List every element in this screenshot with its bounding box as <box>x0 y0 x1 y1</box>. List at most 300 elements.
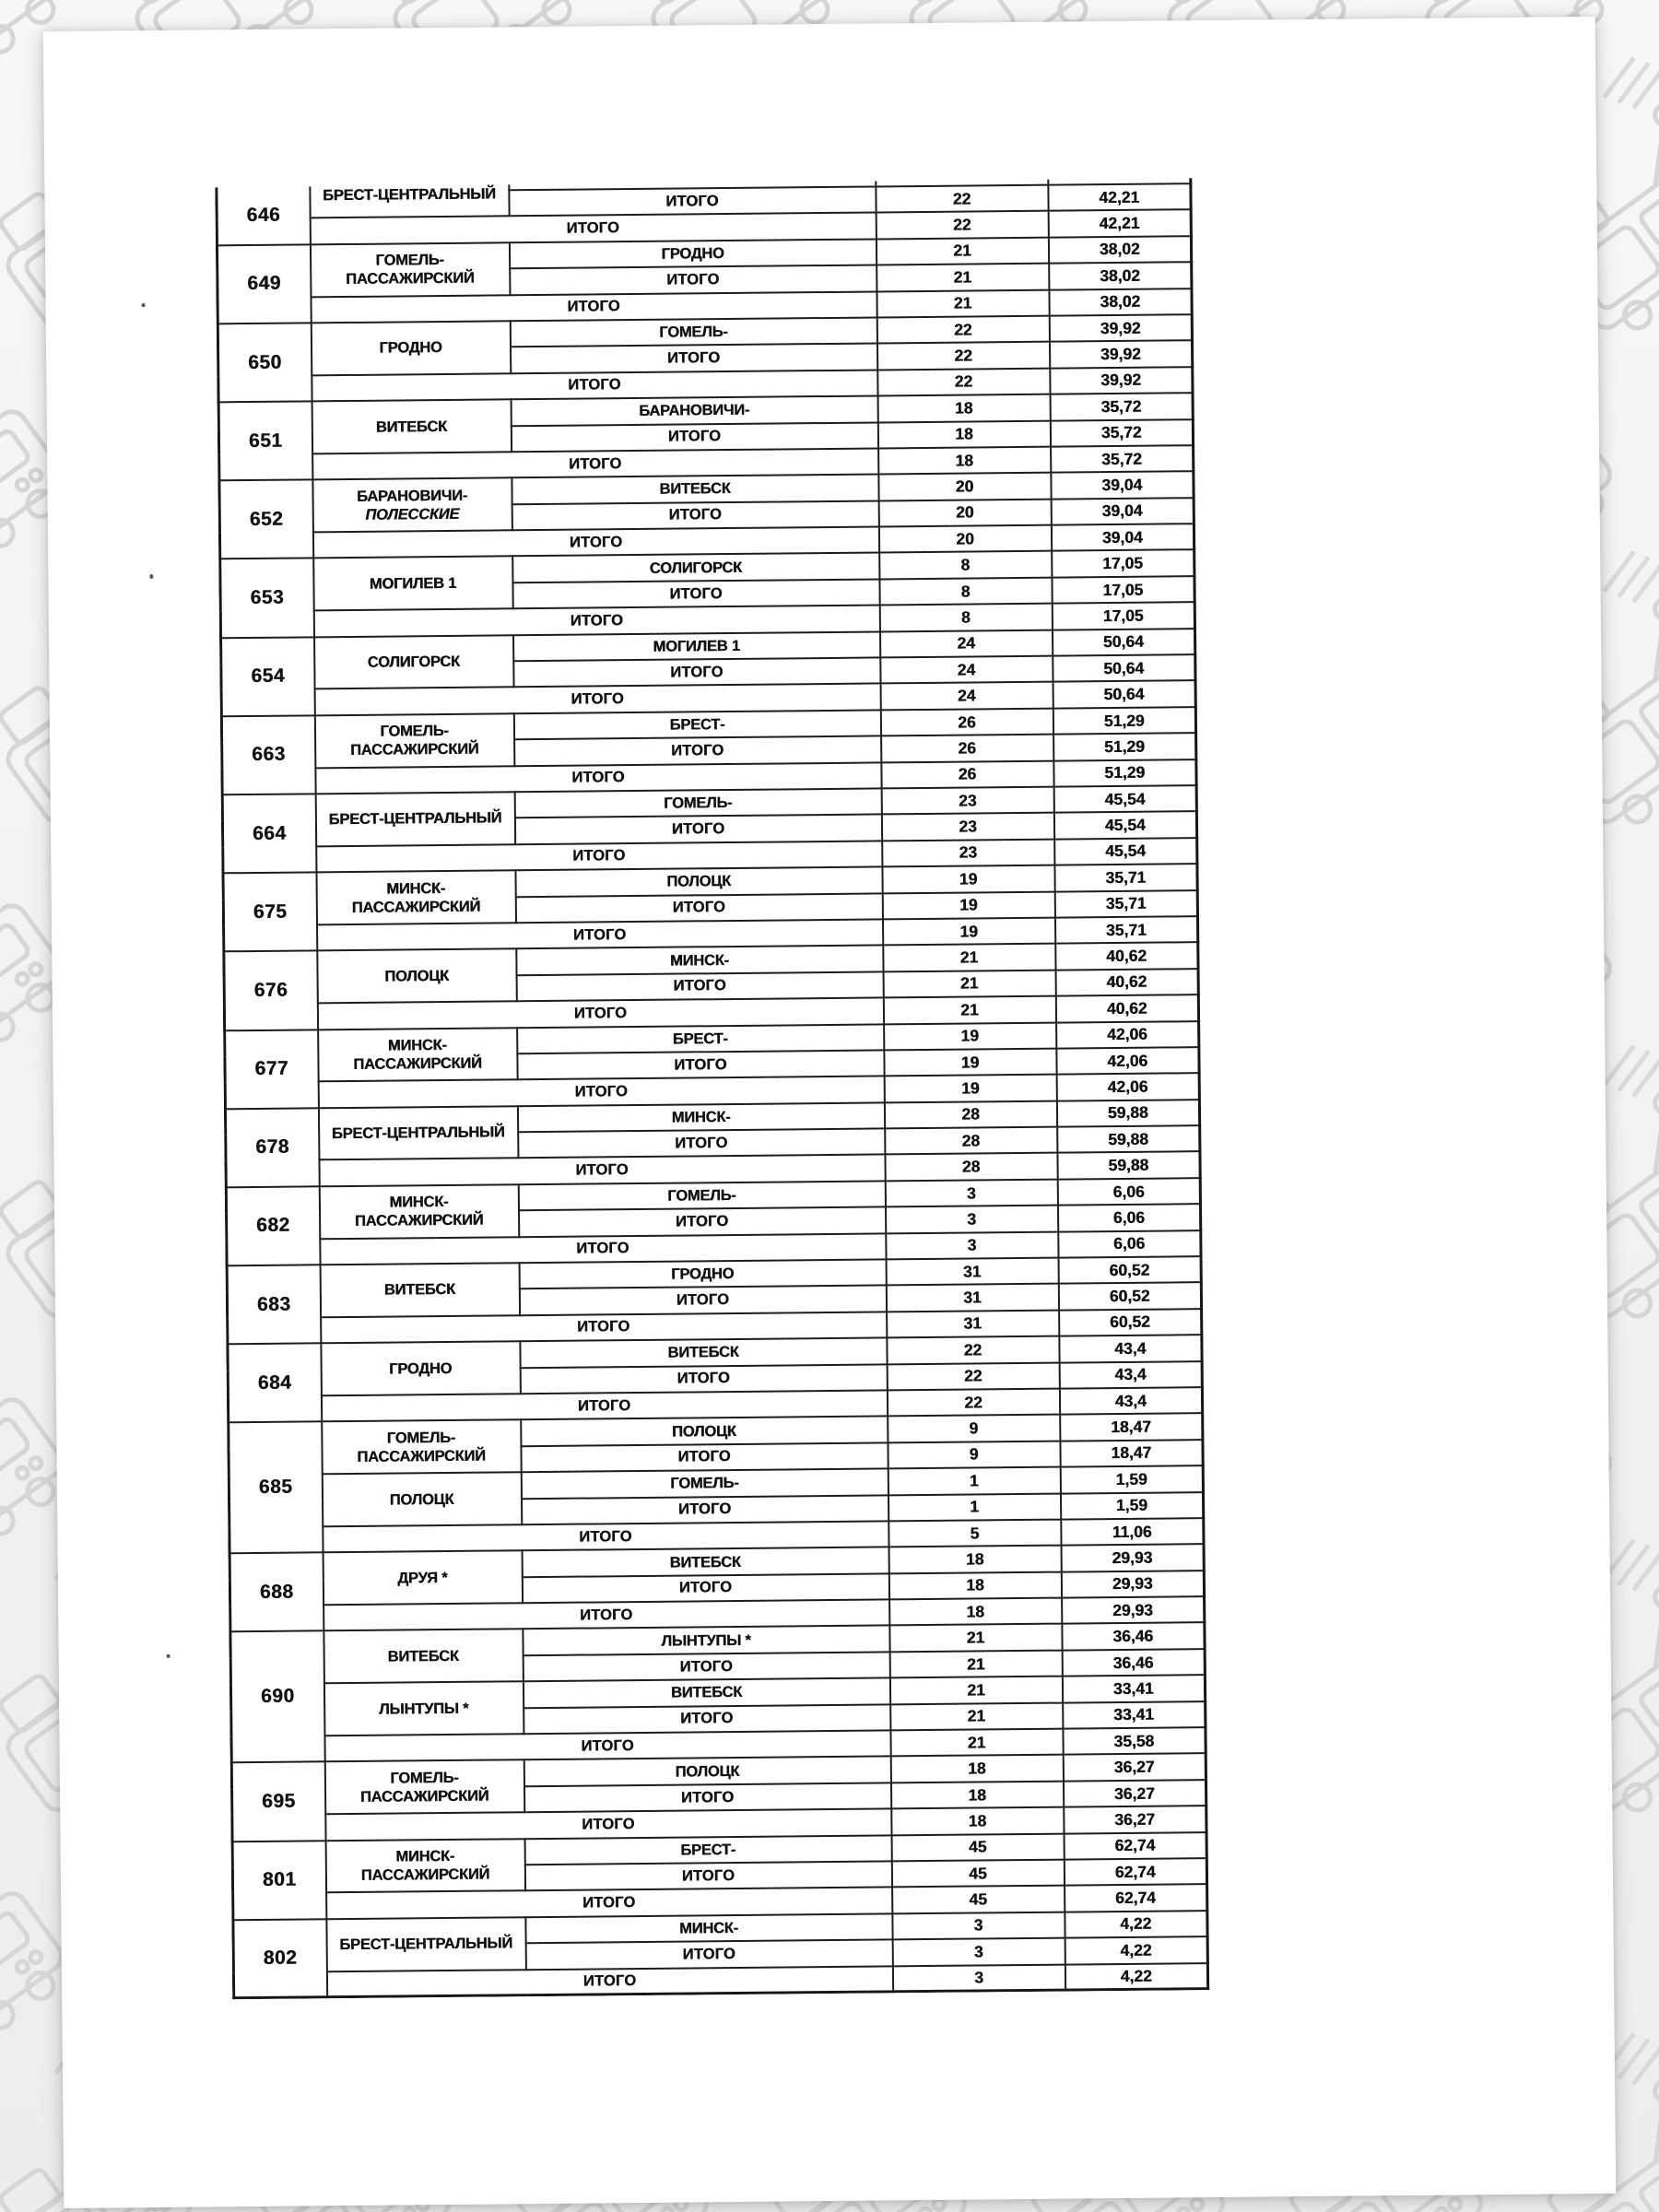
origin-station-cell <box>318 1028 518 1082</box>
origin-station-cell <box>311 321 511 375</box>
subtotal-count-cell: 18 <box>877 420 1050 448</box>
origin-station-line: ДРУЯ * <box>397 1569 448 1587</box>
origin-station-cell <box>313 557 513 611</box>
train-number-cell: 654 <box>221 637 315 716</box>
train-block-663 <box>221 707 1196 794</box>
train-block-688 <box>229 1544 1205 1631</box>
origin-station-cell <box>316 870 516 924</box>
value-cell: 50,64 <box>1052 629 1194 656</box>
scan-speck <box>149 574 153 579</box>
count-cell: 23 <box>881 787 1053 815</box>
train-block-677 <box>225 1021 1200 1109</box>
train-block-664 <box>222 785 1197 873</box>
train-block-678 <box>225 1100 1200 1187</box>
total-count-cell: 19 <box>884 1075 1056 1102</box>
origin-station-cell <box>322 1420 522 1475</box>
subtotal-count-cell: 9 <box>888 1441 1060 1468</box>
train-number-cell: 675 <box>223 872 317 951</box>
subtotal-label-cell: ИТОГО <box>524 1704 890 1734</box>
destination-station-cell: ВИТЕБСК <box>520 1338 887 1368</box>
destination-station-cell: ВИТЕБСК <box>523 1678 889 1708</box>
subtotal-count-cell: 22 <box>876 185 1048 213</box>
destination-station-cell: ПОЛОЦК <box>524 1757 890 1786</box>
value-cell: 39,04 <box>1051 471 1194 499</box>
origin-station-line: ГОМЕЛЬ- <box>390 1769 459 1787</box>
destination-station-cell: СОЛИГОРСК <box>512 553 879 582</box>
total-value-cell: 35,71 <box>1054 916 1197 944</box>
scan-speck <box>142 303 146 307</box>
destination-station-cell: ЛЫНТУПЫ * <box>523 1626 889 1655</box>
subtotal-label-cell: ИТОГО <box>516 971 883 1001</box>
origin-station-line: ПОЛЕССКИЕ <box>365 505 460 524</box>
subtotal-value-cell: 51,29 <box>1053 733 1196 760</box>
train-number-cell: 682 <box>226 1186 320 1265</box>
subtotal-value-cell: 42,06 <box>1056 1047 1199 1075</box>
value-cell: 60,52 <box>1058 1256 1201 1284</box>
origin-station-cell <box>321 1341 521 1395</box>
subtotal-label-cell: ИТОГО <box>522 1573 888 1603</box>
subtotal-label-cell: ИТОГО <box>511 422 877 452</box>
count-cell: 22 <box>887 1336 1059 1364</box>
total-label-cell: ИТОГО <box>313 606 879 637</box>
origin-station-cell <box>312 478 512 533</box>
total-count-cell: 26 <box>881 760 1053 788</box>
count-cell: 45 <box>891 1833 1064 1861</box>
destination-station-cell: МИНСК- <box>516 946 883 975</box>
total-value-cell: 38,02 <box>1049 288 1192 316</box>
destination-station-cell: ПОЛОЦК <box>521 1417 888 1446</box>
count-cell: 19 <box>882 865 1054 893</box>
subtotal-value-cell: 39,92 <box>1049 341 1192 369</box>
destination-station-cell: ГРОДНО <box>509 239 876 268</box>
total-label-cell: ИТОГО <box>324 1599 889 1630</box>
total-value-cell: 11,06 <box>1061 1518 1204 1546</box>
total-count-cell: 45 <box>892 1886 1065 1913</box>
total-label-cell: ИТОГО <box>317 919 883 950</box>
train-block-685 <box>229 1413 1204 1553</box>
train-number-cell: 801 <box>232 1841 326 1920</box>
schedule-table <box>215 178 1209 2000</box>
destination-station-cell: ГОМЕЛЬ- <box>518 1181 885 1210</box>
train-number-cell: 649 <box>217 244 311 324</box>
origin-station-line: БРЕСТ-ЦЕНТРАЛЬНЫЙ <box>339 1935 513 1954</box>
total-value-cell: 6,06 <box>1058 1230 1201 1258</box>
total-value-cell: 4,22 <box>1065 1963 1207 1991</box>
train-number-cell: 683 <box>227 1265 321 1344</box>
subtotal-value-cell: 39,04 <box>1051 498 1194 525</box>
origin-station-line: ПАССАЖИРСКИЙ <box>346 269 475 288</box>
value-cell: 29,93 <box>1061 1544 1204 1571</box>
count-cell: 24 <box>879 629 1052 657</box>
origin-station-line: МИНСК- <box>386 879 446 898</box>
count-cell: 18 <box>888 1546 1061 1573</box>
value-cell: 4,22 <box>1065 1911 1207 1938</box>
origin-station-cell <box>310 184 509 218</box>
origin-station-line: БАРАНОВИЧИ- <box>357 487 468 505</box>
origin-station-cell <box>326 1917 526 1971</box>
origin-station-cell <box>315 792 515 846</box>
subtotal-label-cell: ИТОГО <box>522 1495 888 1524</box>
origin-station-cell <box>310 242 510 297</box>
total-value-cell: 40,62 <box>1055 994 1198 1022</box>
value-cell: 1,59 <box>1060 1465 1203 1493</box>
value-cell: 59,88 <box>1056 1100 1199 1127</box>
subtotal-count-cell: 20 <box>878 499 1051 526</box>
value-cell: 39,92 <box>1049 314 1192 342</box>
origin-station-line: ПАССАЖИРСКИЙ <box>359 1787 489 1806</box>
total-count-cell: 28 <box>885 1153 1057 1181</box>
subtotal-value-cell: 50,64 <box>1053 654 1195 682</box>
origin-station-line: ПОЛОЦК <box>384 967 449 985</box>
total-count-cell: 18 <box>878 447 1051 475</box>
subtotal-label-cell: ИТОГО <box>513 657 880 687</box>
train-number-cell: 676 <box>224 951 318 1030</box>
origin-station-cell <box>322 1472 522 1526</box>
hatch-marks-icon <box>1599 54 1659 112</box>
destination-station-cell: МИНСК- <box>517 1102 884 1132</box>
total-value-cell: 50,64 <box>1053 681 1195 709</box>
destination-station-cell: МОГИЛЕВ 1 <box>513 631 880 661</box>
subtotal-count-cell: 21 <box>890 1702 1063 1730</box>
subtotal-count-cell: 18 <box>890 1781 1063 1808</box>
subtotal-count-cell: 3 <box>892 1938 1065 1966</box>
destination-station-cell: МИНСК- <box>525 1913 892 1943</box>
train-block-650 <box>218 314 1193 402</box>
subtotal-count-cell: 22 <box>877 342 1049 370</box>
subtotal-label-cell: ИТОГО <box>512 500 878 530</box>
count-cell: 20 <box>878 473 1051 500</box>
destination-station-cell: ГОМЕЛЬ- <box>510 317 877 347</box>
origin-station-line: ГОМЕЛЬ- <box>386 1429 456 1447</box>
origin-station-line: МИНСК- <box>389 1194 449 1211</box>
value-cell: 33,41 <box>1062 1675 1205 1702</box>
value-cell: 42,06 <box>1056 1021 1199 1049</box>
train-number-cell: 651 <box>218 401 312 480</box>
subtotal-count-cell: 26 <box>881 735 1053 762</box>
subtotal-value-cell: 4,22 <box>1065 1936 1207 1964</box>
train-number-cell: 685 <box>229 1422 323 1554</box>
scanned-page <box>43 17 1617 2208</box>
subtotal-label-cell: ИТОГО <box>518 1128 885 1158</box>
total-value-cell: 39,92 <box>1050 367 1193 394</box>
train-block-682 <box>226 1178 1201 1265</box>
subtotal-value-cell: 17,05 <box>1052 576 1194 604</box>
train-number-cell: 653 <box>220 559 314 638</box>
total-value-cell: 51,29 <box>1053 759 1196 787</box>
total-label-cell: ИТОГО <box>324 1730 890 1761</box>
count-cell: 22 <box>877 316 1049 344</box>
subtotal-label-cell: ИТОГО <box>524 1783 891 1812</box>
subtotal-value-cell: 35,72 <box>1050 419 1193 447</box>
subtotal-count-cell: 28 <box>885 1127 1057 1155</box>
subtotal-label-cell: ИТОГО <box>523 1652 889 1681</box>
subtotal-count-cell: 31 <box>886 1284 1058 1312</box>
origin-station-line: БРЕСТ-ЦЕНТРАЛЬНЫЙ <box>328 809 502 829</box>
subtotal-label-cell: ИТОГО <box>512 579 879 608</box>
subtotal-label-cell: ИТОГО <box>519 1286 886 1315</box>
count-cell: 18 <box>890 1755 1063 1783</box>
train-number-cell: 650 <box>218 323 312 402</box>
subtotal-value-cell: 1,59 <box>1060 1492 1203 1520</box>
total-label-cell: ИТОГО <box>326 1966 892 1997</box>
subtotal-value-cell: 29,93 <box>1061 1571 1204 1598</box>
origin-station-line: МИНСК- <box>387 1036 447 1054</box>
origin-station-line: ПАССАЖИРСКИЙ <box>351 898 481 916</box>
total-value-cell: 17,05 <box>1052 602 1194 629</box>
total-value-cell: 45,54 <box>1054 838 1197 865</box>
total-count-cell: 20 <box>878 525 1051 553</box>
origin-station-line: ГРОДНО <box>389 1359 453 1378</box>
total-count-cell: 22 <box>877 368 1050 395</box>
origin-station-line: ГОМЕЛЬ- <box>375 252 444 269</box>
subtotal-label-cell: ИТОГО <box>514 815 881 844</box>
origin-station-line: СОЛИГОРСК <box>367 653 460 671</box>
origin-station-cell <box>324 1681 524 1735</box>
subtotal-value-cell: 62,74 <box>1064 1858 1206 1886</box>
total-label-cell: ИТОГО <box>312 448 878 479</box>
count-cell: 19 <box>884 1022 1056 1050</box>
total-value-cell: 59,88 <box>1057 1152 1200 1180</box>
destination-station-cell: БРЕСТ- <box>524 1835 891 1865</box>
subtotal-count-cell: 24 <box>880 656 1053 684</box>
total-count-cell: 31 <box>887 1310 1059 1337</box>
count-cell: 18 <box>877 394 1050 422</box>
destination-station-cell: БАРАНОВИЧИ- <box>511 396 877 426</box>
subtotal-label-cell: ИТОГО <box>525 1940 892 1970</box>
origin-station-line: ГРОДНО <box>379 339 442 357</box>
train-number-cell: 695 <box>231 1762 325 1841</box>
destination-station-cell: ВИТЕБСК <box>512 475 878 504</box>
origin-station-cell <box>324 1630 524 1684</box>
value-cell: 18,47 <box>1060 1413 1203 1441</box>
train-number-cell: 684 <box>228 1343 322 1422</box>
subtotal-count-cell: 8 <box>879 578 1052 606</box>
origin-station-cell <box>312 399 512 453</box>
subtotal-label-cell: ИТОГО <box>521 1442 888 1472</box>
value-cell: 6,06 <box>1057 1178 1200 1206</box>
total-label-cell: ИТОГО <box>320 1233 886 1265</box>
subtotal-label-cell: ИТОГО <box>509 186 876 216</box>
train-number-cell: 677 <box>225 1030 319 1109</box>
destination-station-cell: ГРОДНО <box>519 1259 886 1288</box>
train-number-cell: 690 <box>230 1631 324 1763</box>
destination-station-cell: БРЕСТ- <box>513 710 880 739</box>
origin-station-line: ПАССАЖИРСКИЙ <box>354 1211 484 1230</box>
total-label-cell: ИТОГО <box>312 370 877 401</box>
total-label-cell: ИТОГО <box>316 841 882 872</box>
total-label-cell: ИТОГО <box>321 1312 887 1343</box>
origin-station-cell <box>314 635 514 689</box>
hatch-marks-icon <box>1599 548 1659 606</box>
value-cell: 38,02 <box>1048 236 1191 264</box>
hatch-marks-icon <box>1599 1042 1659 1100</box>
origin-station-line: ВИТЕБСК <box>383 1281 455 1300</box>
total-count-cell: 18 <box>889 1598 1062 1626</box>
total-label-cell: ИТОГО <box>326 1888 892 1919</box>
train-block-676 <box>224 942 1199 1030</box>
total-value-cell: 60,52 <box>1059 1309 1202 1336</box>
origin-station-line: МИНСК- <box>395 1847 455 1865</box>
origin-station-line: ВИТЕБСК <box>375 418 447 436</box>
total-count-cell: 3 <box>886 1231 1058 1259</box>
subtotal-value-cell: 18,47 <box>1060 1440 1203 1467</box>
count-cell: 31 <box>886 1258 1058 1286</box>
total-label-cell: ИТОГО <box>317 998 883 1030</box>
subtotal-count-cell: 3 <box>885 1206 1057 1233</box>
total-label-cell: ИТОГО <box>325 1809 891 1841</box>
value-cell: 36,46 <box>1062 1623 1205 1651</box>
value-cell: 35,72 <box>1050 393 1193 420</box>
subtotal-label-cell: ИТОГО <box>519 1207 886 1237</box>
subtotal-value-cell: 36,27 <box>1063 1780 1206 1807</box>
origin-station-line: ПАССАЖИРСКИЙ <box>349 740 479 759</box>
count-cell: 28 <box>884 1100 1056 1128</box>
subtotal-count-cell: 19 <box>882 891 1054 919</box>
total-count-cell: 23 <box>882 839 1054 866</box>
origin-station-line: ПОЛОЦК <box>389 1490 454 1509</box>
destination-station-cell: ГОМЕЛЬ- <box>514 788 881 818</box>
origin-station-cell <box>317 949 517 1004</box>
train-block-675 <box>223 864 1198 951</box>
total-label-cell: ИТОГО <box>312 527 878 559</box>
origin-station-line: БРЕСТ-ЦЕНТРАЛЬНЫЙ <box>331 1124 505 1143</box>
origin-station-cell <box>314 713 514 768</box>
train-number-cell: 652 <box>219 480 313 559</box>
train-block-654 <box>221 629 1196 716</box>
subtotal-count-cell: 18 <box>888 1571 1061 1599</box>
subtotal-value-cell: 45,54 <box>1053 812 1196 840</box>
train-block-684 <box>228 1335 1203 1422</box>
train-block-646 <box>217 178 1192 245</box>
train-number-cell: 646 <box>217 186 311 245</box>
subtotal-count-cell: 21 <box>877 264 1049 291</box>
total-value-cell: 36,27 <box>1064 1806 1206 1833</box>
total-value-cell: 39,04 <box>1051 524 1194 551</box>
destination-station-cell: БРЕСТ- <box>517 1024 884 1053</box>
total-count-cell: 19 <box>882 918 1054 946</box>
count-cell: 21 <box>883 944 1055 971</box>
total-count-cell: 21 <box>877 289 1049 317</box>
subtotal-label-cell: ИТОГО <box>524 1861 891 1890</box>
subtotal-value-cell: 42,21 <box>1048 183 1191 211</box>
subtotal-value-cell: 59,88 <box>1057 1125 1200 1153</box>
train-number-cell: 688 <box>229 1553 324 1632</box>
origin-station-line: МОГИЛЕВ 1 <box>369 574 457 593</box>
subtotal-value-cell: 36,46 <box>1062 1649 1205 1677</box>
total-count-cell: 5 <box>888 1520 1061 1547</box>
subtotal-count-cell: 45 <box>891 1860 1064 1888</box>
subtotal-value-cell: 40,62 <box>1055 969 1198 996</box>
subtotal-value-cell: 35,71 <box>1054 890 1197 918</box>
total-value-cell: 29,93 <box>1062 1596 1205 1624</box>
value-cell: 35,71 <box>1054 864 1197 891</box>
subtotal-value-cell: 6,06 <box>1057 1204 1200 1231</box>
subtotal-value-cell: 38,02 <box>1049 262 1192 289</box>
subtotal-value-cell: 33,41 <box>1063 1701 1206 1729</box>
total-count-cell: 8 <box>879 604 1052 631</box>
count-cell: 3 <box>892 1912 1065 1939</box>
scan-speck <box>167 1654 171 1658</box>
origin-station-line: ПАССАЖИРСКИЙ <box>357 1447 486 1465</box>
train-block-683 <box>227 1256 1202 1344</box>
total-label-cell: ИТОГО <box>315 762 881 794</box>
count-cell: 21 <box>889 1677 1062 1704</box>
origin-station-line: ГОМЕЛЬ- <box>380 723 449 740</box>
value-cell: 36,27 <box>1063 1754 1206 1782</box>
count-cell: 8 <box>879 551 1052 579</box>
total-label-cell: ИТОГО <box>319 1155 885 1186</box>
count-cell: 1 <box>888 1467 1060 1495</box>
train-number-cell: 663 <box>221 715 315 794</box>
train-number-cell: 802 <box>233 1919 327 1998</box>
train-block-649 <box>217 236 1192 324</box>
destination-station-cell: ГОМЕЛЬ- <box>521 1469 888 1499</box>
count-cell: 21 <box>876 237 1048 265</box>
origin-station-cell <box>323 1551 523 1606</box>
origin-station-cell <box>320 1263 520 1317</box>
train-block-690 <box>230 1623 1206 1763</box>
origin-station-line: ПАССАЖИРСКИЙ <box>353 1054 482 1073</box>
total-label-cell: ИТОГО <box>314 684 880 715</box>
subtotal-count-cell: 19 <box>884 1049 1056 1077</box>
train-block-801 <box>232 1832 1207 1920</box>
subtotal-label-cell: ИТОГО <box>511 344 877 373</box>
train-number-cell: 678 <box>225 1108 319 1187</box>
value-cell: 51,29 <box>1053 707 1195 735</box>
total-label-cell: ИТОГО <box>310 213 876 244</box>
total-count-cell: 22 <box>887 1389 1059 1417</box>
train-block-802 <box>233 1911 1208 1998</box>
subtotal-value-cell: 43,4 <box>1059 1361 1202 1389</box>
total-label-cell: ИТОГО <box>318 1077 884 1108</box>
origin-station-cell <box>319 1184 519 1239</box>
total-value-cell: 42,21 <box>1048 210 1191 238</box>
subtotal-count-cell: 21 <box>889 1650 1062 1677</box>
total-count-cell: 24 <box>880 682 1053 710</box>
value-cell: 62,74 <box>1064 1832 1206 1860</box>
origin-station-cell <box>324 1760 524 1815</box>
count-cell: 21 <box>889 1624 1062 1652</box>
value-cell: 45,54 <box>1053 785 1196 813</box>
subtotal-count-cell: 1 <box>888 1493 1060 1521</box>
subtotal-label-cell: ИТОГО <box>520 1364 887 1394</box>
subtotal-count-cell: 23 <box>881 813 1053 841</box>
subtotal-label-cell: ИТОГО <box>517 1050 884 1079</box>
subtotal-label-cell: ИТОГО <box>515 893 882 923</box>
subtotal-count-cell: 22 <box>887 1362 1059 1390</box>
train-block-652 <box>219 471 1194 559</box>
total-value-cell: 42,06 <box>1056 1073 1199 1100</box>
subtotal-value-cell: 60,52 <box>1058 1283 1201 1311</box>
total-count-cell: 3 <box>892 1964 1065 1992</box>
count-cell: 26 <box>880 708 1053 735</box>
subtotal-count-cell: 21 <box>883 970 1055 997</box>
total-label-cell: ИТОГО <box>321 1390 887 1421</box>
value-cell: 17,05 <box>1052 550 1194 578</box>
total-count-cell: 22 <box>876 211 1048 239</box>
destination-station-cell: ПОЛОЦК <box>515 867 882 897</box>
total-count-cell: 18 <box>891 1807 1064 1835</box>
total-value-cell: 35,72 <box>1051 445 1194 473</box>
train-block-651 <box>218 393 1194 480</box>
origin-station-line: ЛЫНТУПЫ * <box>378 1700 469 1718</box>
train-block-653 <box>220 550 1195 638</box>
value-cell: 43,4 <box>1059 1335 1202 1362</box>
train-number-cell: 664 <box>222 794 316 873</box>
total-label-cell: ИТОГО <box>311 291 877 323</box>
total-label-cell: ИТОГО <box>323 1521 888 1552</box>
total-value-cell: 43,4 <box>1059 1387 1202 1415</box>
